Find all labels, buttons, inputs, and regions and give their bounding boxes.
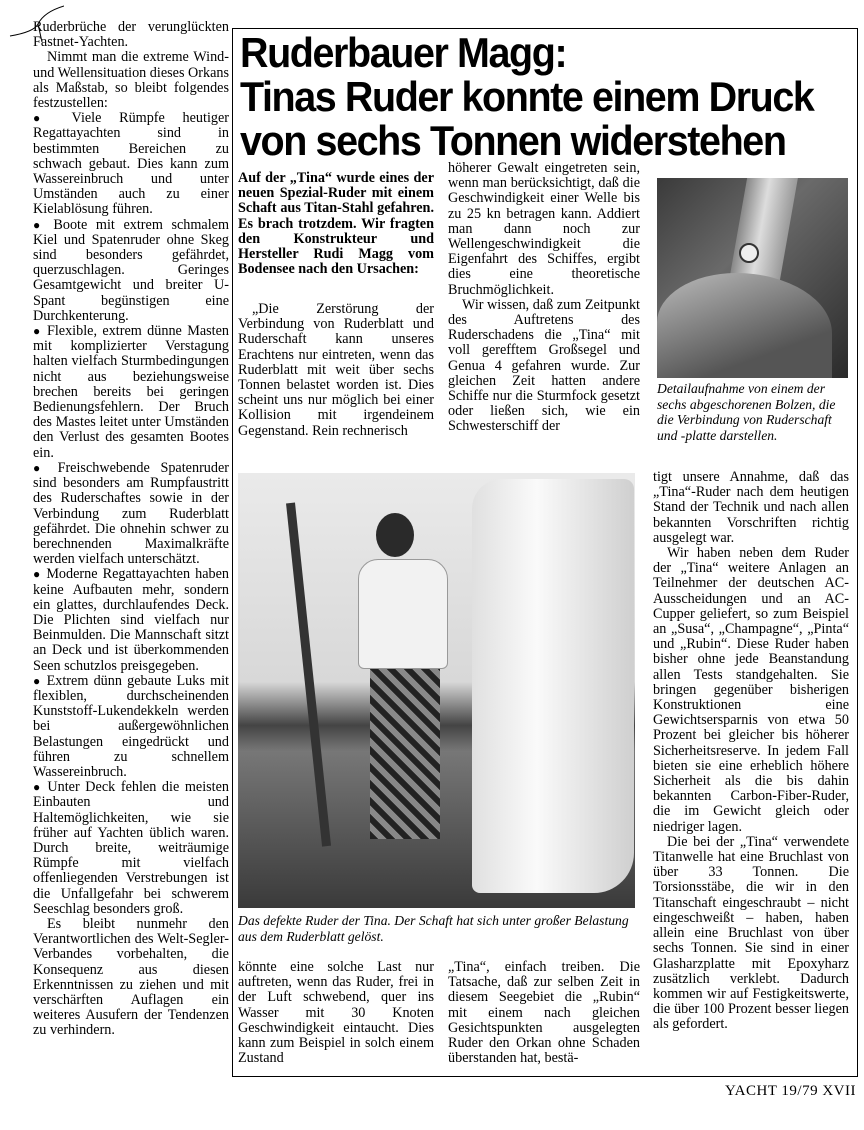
column-2-body bbox=[238, 302, 434, 439]
paragraph: ● Freischwebende Spatenruder sind besonders am Rumpfaustritt des Ruderschaftes sowie in der Verbindung zum Ruderblatt gefährdet. Die ohnehin schwer zu berechnenden Maximalkräfte werden vielfach unterschätzt. bbox=[33, 461, 229, 567]
column-3-top bbox=[448, 161, 640, 435]
paragraph: Wir wissen, daß zum Zeitpunkt des Auftretens des Ruderschadens die „Tina“ mit voll gerefftem Großsegel und Genua 4 gefahren wurde. Zur gleichen Zeit hatten andere Schiffe nur die Sturmfock gesetzt oder ließen sich, wie ein Schwesterschiff der bbox=[448, 296, 640, 435]
bolt-photo-caption: Detailaufnahme von einem der sechs abgeschorenen Bolzen, die die Verbindung von Ruderschaft und -platte darstellen. bbox=[657, 381, 836, 443]
lead-text: Auf der „Tina“ wurde eines der neuen Spezial-Ruder mit einem Schaft aus Titan-Stahl gefahren. Es brach trotzdem. Wir fragten den Konstrukteur und Hersteller Rudi Magg vom Bodensee nach den Ursachen: bbox=[238, 170, 434, 278]
headline-line-3: von sechs Tonnen widerstehen bbox=[240, 117, 786, 164]
col3-bot-text: „Tina“, einfach treiben. Die Tatsache, daß zur selben Zeit in diesem Seegebiet die „Rubin“ mit einem nach gleichen Gesichtspunkten ausgelegten Ruder den Orkan ohne Schaden überstanden hat, bestä- bbox=[448, 959, 640, 1067]
col2-text: „Die Zerstörung der Verbindung von Ruderblatt und Ruderschaft kann unseres Erachtens nur eintreten, wenn das Ruderblatt mit weit über sechs Tonnen belastet worden ist. Dies scheint uns nur möglich bei einer Kollision mit irgendeinem Gegenstand. Rein rechnerisch bbox=[238, 301, 434, 439]
paragraph: Ruderbrüche der verunglückten Fastnet-Yachten. bbox=[33, 19, 229, 51]
col2-bot-text: könnte eine solche Last nur auftreten, wenn das Ruder, frei in der Luft schwebend, quer ins Wasser mit 30 Knoten Geschwindigkeit eintaucht. Dies kann zum Beispiel in solch einem Zustand bbox=[238, 959, 434, 1067]
paragraph: ● Viele Rümpfe heutiger Regattayachten sind in bestimmten Bereichen zu schwach gebaut. Dies kann zum Wassereinbruch und unter Umständen auch zu einer Kielablösung führen. bbox=[33, 111, 229, 217]
lead-paragraph bbox=[238, 171, 434, 277]
paragraph: ● Moderne Regattayachten haben keine Aufbauten mehr, sondern ein glattes, durchlaufendes Deck. Die Plichten sind vielfach nur Beinmulden. Die Mannschaft sitzt an Deck und ist überkommenden Seen schutzlos preisgegeben. bbox=[33, 567, 229, 673]
rudder-photo bbox=[238, 473, 635, 908]
page-footer: YACHT 19/79 XVII bbox=[724, 1083, 856, 1099]
paragraph: ● Unter Deck fehlen die meisten Einbauten und Haltemöglichkeiten, wie sie früher auf Yachten üblich waren. Durch breite, weiträumige Rümpfe mit vielfach offenliegenden Verstrebungen ist die Unfallgefahr bei schwerem Seeschlag besonders groß. bbox=[33, 780, 229, 917]
paragraph: Nimmt man die extreme Wind- und Wellensituation dieses Orkans als Maßstab, so bleibt folgendes festzustellen: bbox=[33, 49, 230, 112]
paragraph: Wir haben neben dem Ruder der „Tina“ weitere Anlagen an Teilnehmer der deutschen AC-Ausscheidungen und an AC-Cupper geliefert, so zum Beispiel an „Susa“, „Champagne“, „Pinta“ und „Rubin“. Diese Ruder haben bisher ohne jede Beanstandung allen Tests standgehalten. Sie bringen gegenüber bisherigen Konstruktionen eine Gewichtsersparnis von etwa 50 Prozent bei gleicher bis höherer Sicherheitsreserve. In jedem Fall bieten sie eine erheblich höhere Sicherheit als die bis dahin bekannten Carbon-Fiber-Ruder, die im Gewicht gleich oder niedriger lagen. bbox=[653, 545, 849, 835]
paragraph: Die bei der „Tina“ verwendete Titanwelle hat eine Bruchlast von über 33 Tonnen. Die Torsionsstäbe, die wir in den Titanschaft eingeschraubt – nicht eingeschweißt – haben, haben allein eine Bruchlast von über sechs Tonnen. Sie sind in einer Glasharzplatte mit Epoxyharz zusätzlich verklebt. Dadurch kommen wir auf Festigkeitswerte, die über 100 Prozent besser liegen als gefordert. bbox=[653, 833, 849, 1033]
column-3-bottom bbox=[448, 960, 640, 1066]
paragraph: tigt unsere Annahme, daß das „Tina“-Ruder nach dem heutigen Stand der Technik und nach allen bekannten Vorschriften richtig ausgelegt war. bbox=[653, 469, 849, 546]
left-column-text bbox=[33, 20, 229, 1039]
bolt-detail-photo bbox=[657, 178, 848, 378]
headline-line-2: Tinas Ruder konnte einem Druck bbox=[240, 73, 814, 120]
rudder-photo-caption: Das defekte Ruder der Tina. Der Schaft hat sich unter großer Belastung aus dem Ruderblatt gelöst. bbox=[238, 913, 629, 944]
paragraph: Es bleibt nunmehr den Verantwortlichen des Welt-Segler-Verbandes vorbehalten, die Konsequenz aus diesen Erkenntnissen zu ziehen und mit verschärften Auflagen ein weiteres Ausufern der Tendenzen zu verhindern. bbox=[33, 915, 229, 1039]
column-2-bottom bbox=[238, 960, 434, 1066]
headline-line-1: Ruderbauer Magg: bbox=[240, 29, 567, 76]
paragraph: ● Extrem dünn gebaute Luks mit flexiblen, durchscheinenden Kunststoff-Lukendekkeln werden bei außergewöhnlichen Belastungen eingedrückt und führen zu schnellem Wassereinbruch. bbox=[33, 674, 229, 780]
column-4 bbox=[653, 470, 849, 1033]
paragraph: ● Boote mit extrem schmalem Kiel und Spatenruder ohne Skeg sind besonders gefährdet, querzuschlagen. Geringes Gesamtgewicht und breiter U-Spant begünstigen eine Durchkenterung. bbox=[33, 218, 229, 324]
paragraph: ● Flexible, extrem dünne Masten mit komplizierter Verstagung halten vielfach Sturmbedingungen nicht aus beziehungsweise brechen bereits bei geringen Bedienungsfehlern. Der Bruch des Mastes leitet unter Umständen den Verlust des gesamten Bootes ein. bbox=[33, 324, 229, 461]
headline bbox=[240, 31, 817, 163]
paragraph: höherer Gewalt eingetreten sein, wenn man berücksichtigt, daß die Geschwindigkeit einer Welle bis zu 25 kn betragen kann. Addiert man dann noch zur Wellengeschwindigkeit die Eigenfahrt des Schiffes, ergibt dies eine theoretische Bruchmöglichkeit. bbox=[448, 160, 640, 298]
